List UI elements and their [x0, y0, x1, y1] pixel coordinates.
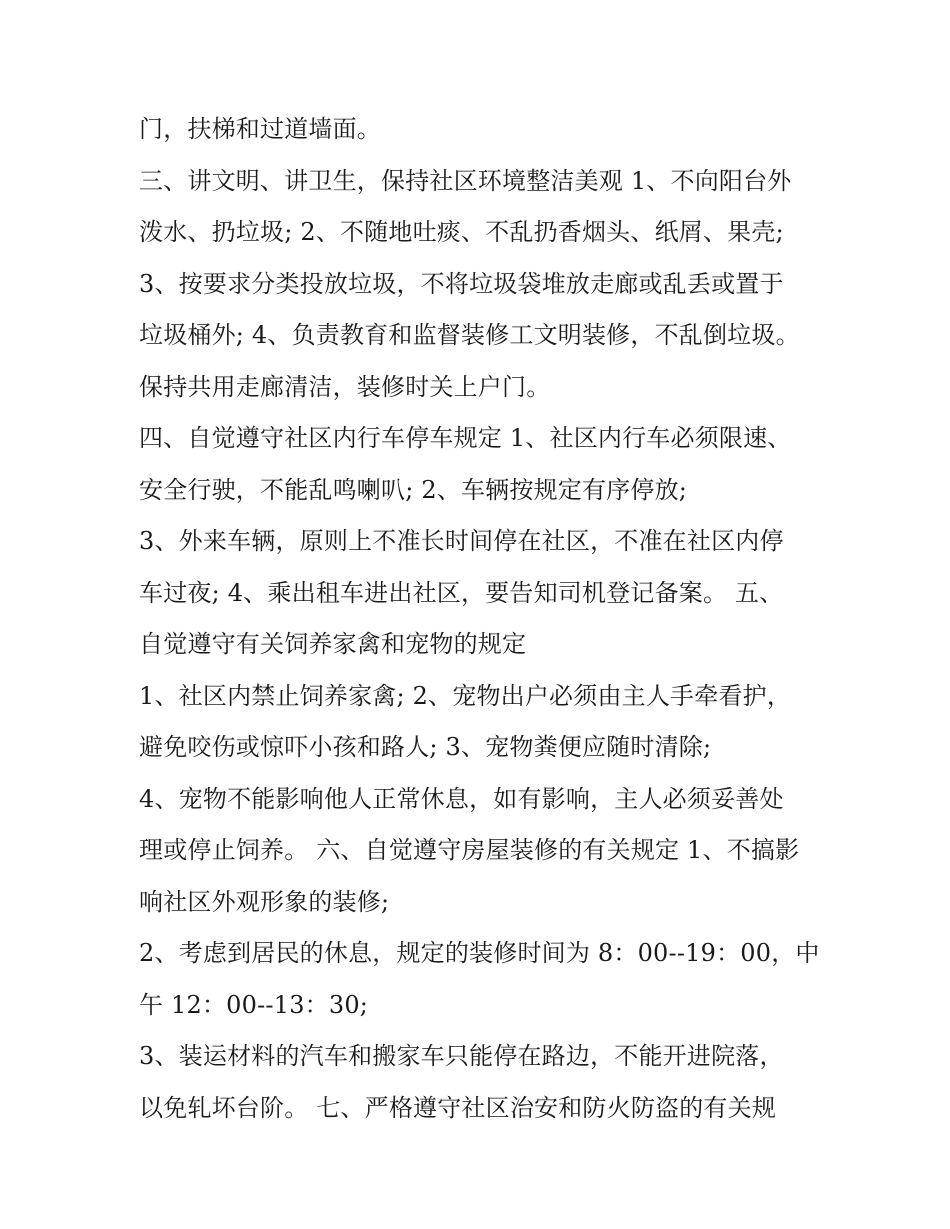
text-line: 避免咬伤或惊吓小孩和路人; 3、宠物粪便应随时清除;	[139, 733, 712, 761]
text-line: 自觉遵守有关饲养家禽和宠物的规定	[139, 630, 527, 658]
text-line: 午 12：00--13：30;	[139, 990, 369, 1019]
text-line: 3、外来车辆，原则上不准长时间停在社区，不准在社区内停	[139, 527, 784, 555]
text-line: 3、装运材料的汽车和搬家车只能停在路边，不能开进院落，	[139, 1042, 784, 1070]
text-line: 保持共用走廊清洁，装修时关上户门。	[139, 372, 551, 401]
text-line: 垃圾桶外; 4、负责教育和监督装修工文明装修，不乱倒垃圾。	[139, 321, 800, 349]
text-line: 泼水、扔垃圾; 2、不随地吐痰、不乱扔香烟头、纸屑、果壳;	[139, 218, 784, 246]
text-line: 1、社区内禁止饲养家禽; 2、宠物出户必须由主人手牵看护，	[139, 681, 792, 710]
document-body	[139, 108, 829, 1138]
text-line: 2、考虑到居民的休息，规定的装修时间为 8：00--19：00，中	[139, 939, 820, 967]
text-line: 安全行驶，不能乱鸣喇叭; 2、车辆按规定有序停放;	[139, 475, 688, 504]
text-line: 理或停止饲养。 六、自觉遵守房屋装修的有关规定 1、不搞影	[139, 836, 800, 864]
text-line: 门，扶梯和过道墙面。	[139, 115, 381, 143]
text-line: 三、讲文明、讲卫生，保持社区环境整洁美观 1、不向阳台外	[139, 166, 792, 195]
text-line: 四、自觉遵守社区内行车停车规定 1、社区内行车必须限速、	[139, 424, 792, 452]
text-line: 车过夜; 4、乘出租车进出社区，要告知司机登记备案。 五、	[139, 578, 784, 607]
text-line: 以免轧坏台阶。 七、严格遵守社区治安和防火防盗的有关规	[139, 1093, 777, 1122]
text-line: 3、按要求分类投放垃圾，不将垃圾袋堆放走廊或乱丢或置于	[139, 269, 784, 298]
text-line: 4、宠物不能影响他人正常休息，如有影响，主人必须妥善处	[139, 784, 784, 813]
text-line: 响社区外观形象的装修;	[139, 887, 390, 916]
